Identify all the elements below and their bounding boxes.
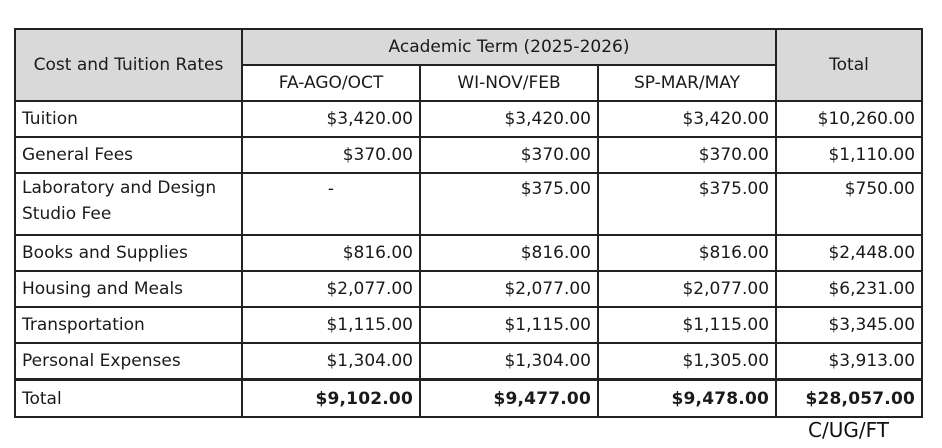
total-cell: $6,231.00 [776, 271, 922, 307]
row-label: Tuition [15, 101, 242, 137]
table-row [15, 173, 922, 235]
wi-total-cell: $9,477.00 [420, 380, 598, 418]
term-sp-header: SP-MAR/MAY [598, 65, 776, 101]
sp-cell: $816.00 [598, 235, 776, 271]
sp-cell: $375.00 [598, 173, 776, 235]
empty-value-dash: - [327, 179, 335, 199]
total-cell: $3,913.00 [776, 343, 922, 380]
fa-cell: $1,304.00 [242, 343, 420, 380]
sp-cell: $1,305.00 [598, 343, 776, 380]
wi-cell: $3,420.00 [420, 101, 598, 137]
total-column-header: Total [776, 29, 922, 101]
academic-term-header: Academic Term (2025-2026) [242, 29, 776, 65]
fa-cell: $1,115.00 [242, 307, 420, 343]
row-label: Personal Expenses [15, 343, 242, 380]
row-label: General Fees [15, 137, 242, 173]
wi-cell: $1,304.00 [420, 343, 598, 380]
table-row [15, 343, 922, 380]
wi-cell: $816.00 [420, 235, 598, 271]
total-cell: $1,110.00 [776, 137, 922, 173]
row-label: Housing and Meals [15, 271, 242, 307]
total-cell: $10,260.00 [776, 101, 922, 137]
cost-rates-header: Cost and Tuition Rates [15, 29, 242, 101]
fa-total-cell: $9,102.00 [242, 380, 420, 418]
term-fa-header: FA-AGO/OCT [242, 65, 420, 101]
row-label: Transportation [15, 307, 242, 343]
sp-cell: $2,077.00 [598, 271, 776, 307]
row-label: Books and Supplies [15, 235, 242, 271]
fa-cell: $370.00 [242, 137, 420, 173]
total-cell: $3,345.00 [776, 307, 922, 343]
sp-cell: $3,420.00 [598, 101, 776, 137]
wi-cell: $2,077.00 [420, 271, 598, 307]
fa-cell [242, 173, 420, 235]
table-row [15, 271, 922, 307]
fa-cell: $2,077.00 [242, 271, 420, 307]
sp-cell: $1,115.00 [598, 307, 776, 343]
fa-cell: $816.00 [242, 235, 420, 271]
total-cell: $750.00 [776, 173, 922, 235]
table-row [15, 307, 922, 343]
document-code: C/UG/FT [808, 418, 889, 442]
sp-cell: $370.00 [598, 137, 776, 173]
totals-row [15, 380, 922, 418]
table-row [15, 137, 922, 173]
row-label: Laboratory and Design Studio Fee [15, 173, 242, 235]
total-cell: $2,448.00 [776, 235, 922, 271]
fa-cell: $3,420.00 [242, 101, 420, 137]
table-row [15, 101, 922, 137]
wi-cell: $370.00 [420, 137, 598, 173]
cost-tuition-table [14, 28, 923, 418]
grand-total-cell: $28,057.00 [776, 380, 922, 418]
sp-total-cell: $9,478.00 [598, 380, 776, 418]
table-row [15, 235, 922, 271]
wi-cell: $1,115.00 [420, 307, 598, 343]
term-wi-header: WI-NOV/FEB [420, 65, 598, 101]
totals-label: Total [15, 380, 242, 418]
wi-cell: $375.00 [420, 173, 598, 235]
